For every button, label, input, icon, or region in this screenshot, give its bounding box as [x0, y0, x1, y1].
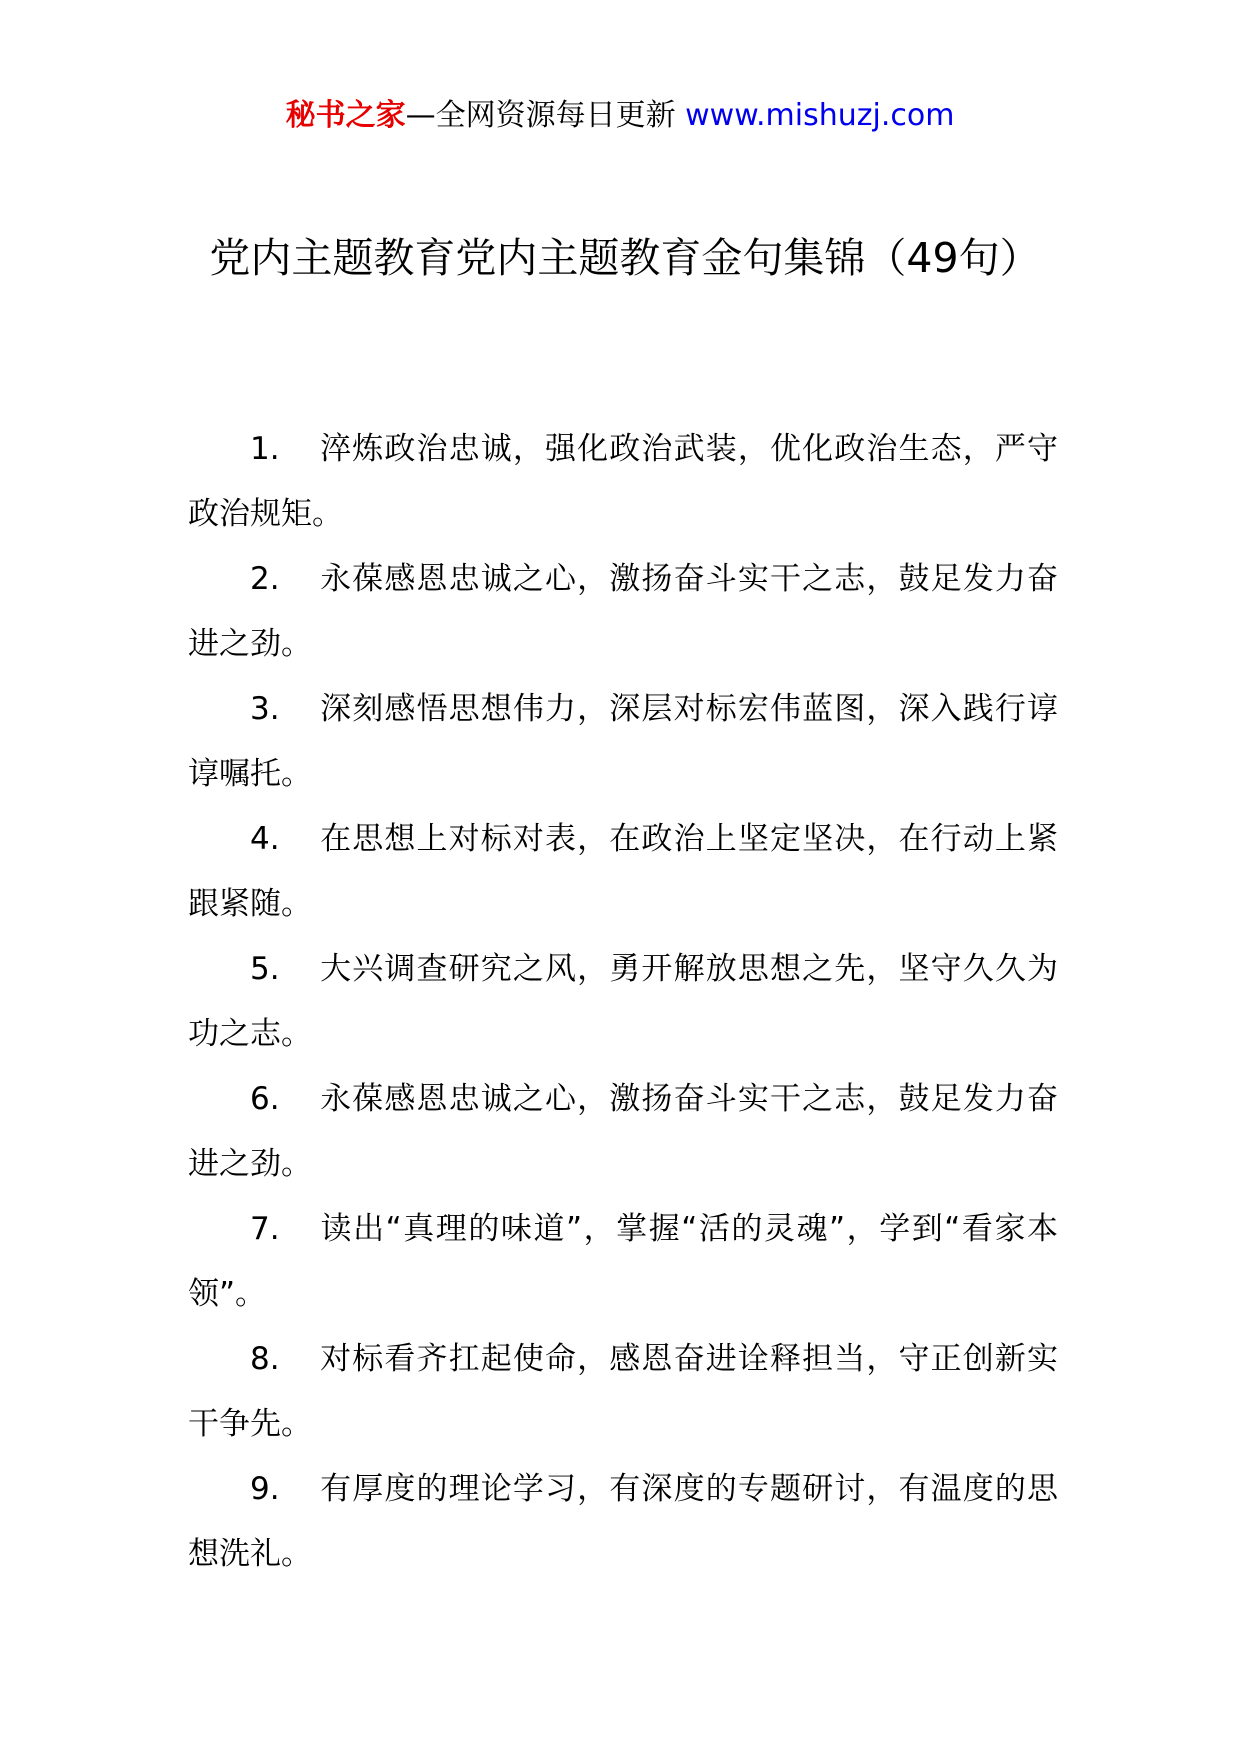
item-number: 1.	[250, 431, 280, 467]
site-url-link[interactable]: www.mishuzj.com	[685, 98, 955, 133]
item-text: 在思想上对标对表，在政治上坚定坚决，在行动上紧跟紧随。	[188, 821, 1058, 922]
page-header	[0, 98, 1240, 134]
item-number: 4.	[250, 821, 280, 857]
item-text: 有厚度的理论学习，有深度的专题研讨，有温度的思想洗礼。	[188, 1471, 1058, 1572]
item-number: 8.	[250, 1341, 280, 1377]
list-item	[188, 1067, 1058, 1197]
item-text: 读出“真理的味道”，掌握“活的灵魂”，学到“看家本领”。	[188, 1211, 1058, 1312]
item-number: 2.	[250, 561, 280, 597]
brand-name: 秘书之家	[285, 98, 406, 133]
item-text: 深刻感悟思想伟力，深层对标宏伟蓝图，深入践行谆谆嘱托。	[188, 691, 1058, 792]
header-tagline: —全网资源每日更新	[405, 98, 686, 133]
list-item	[188, 417, 1058, 547]
list-item	[188, 547, 1058, 677]
list-item	[188, 1457, 1058, 1587]
item-text: 淬炼政治忠诚，强化政治武装，优化政治生态，严守政治规矩。	[188, 431, 1058, 532]
quote-list	[188, 417, 1058, 1587]
item-text: 永葆感恩忠诚之心，激扬奋斗实干之志，鼓足发力奋进之劲。	[188, 1081, 1058, 1182]
item-text: 永葆感恩忠诚之心，激扬奋斗实干之志，鼓足发力奋进之劲。	[188, 561, 1058, 662]
document-title: 党内主题教育党内主题教育金句集锦（49句）	[209, 234, 1041, 282]
item-text: 大兴调查研究之风，勇开解放思想之先，坚守久久为功之志。	[188, 951, 1058, 1052]
list-item	[188, 677, 1058, 807]
list-item	[188, 807, 1058, 937]
item-number: 9.	[250, 1471, 280, 1507]
list-item	[188, 1327, 1058, 1457]
item-number: 7.	[250, 1211, 280, 1247]
item-number: 6.	[250, 1081, 280, 1117]
list-item	[188, 1197, 1058, 1327]
item-number: 5.	[250, 951, 280, 987]
list-item	[188, 937, 1058, 1067]
item-text: 对标看齐扛起使命，感恩奋进诠释担当，守正创新实干争先。	[188, 1341, 1058, 1442]
item-number: 3.	[250, 691, 280, 727]
